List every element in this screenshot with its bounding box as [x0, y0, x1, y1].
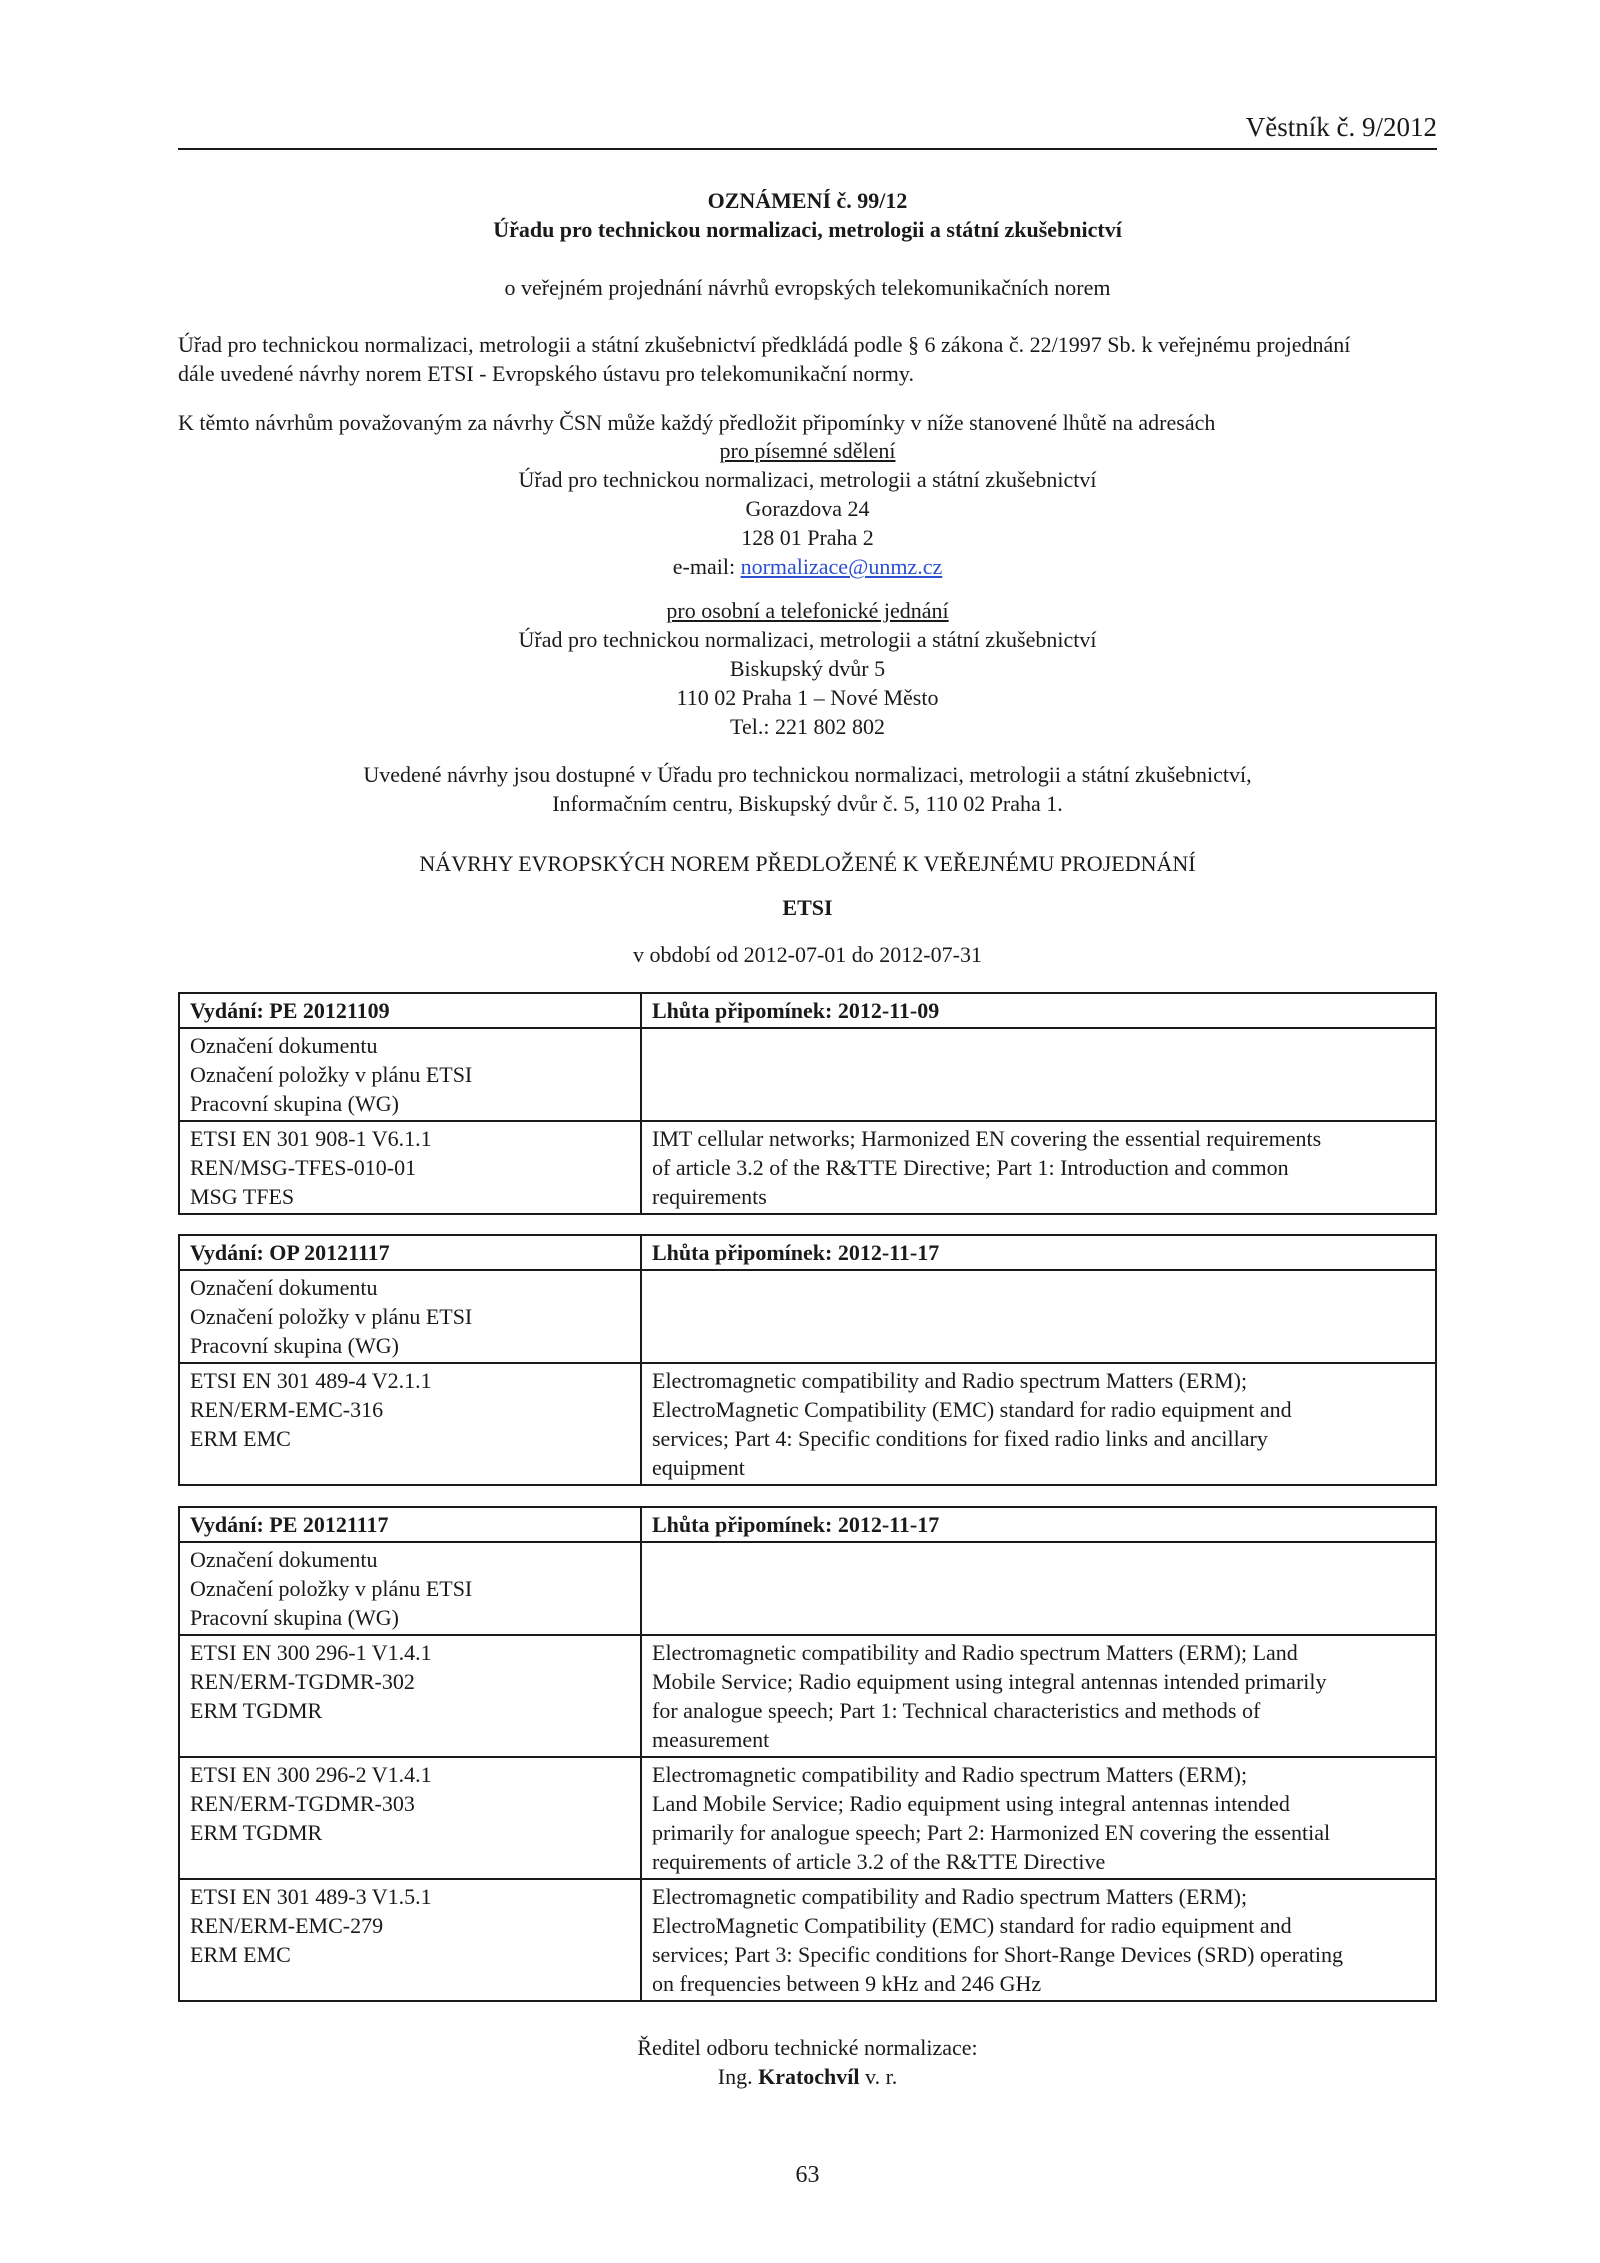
working-group: ERM TGDMR [190, 1698, 323, 1723]
legend-empty-cell [641, 1270, 1436, 1363]
table-row [179, 1879, 1436, 2001]
personal-address-street: Biskupský dvůr 5 [729, 656, 886, 681]
legend-row [179, 1270, 1436, 1363]
issuing-office: Úřadu pro technickou normalizaci, metrologii a státní zkušebnictví [493, 217, 1122, 242]
intro-line-2: dále uvedené návrhy norem ETSI - Evropského ústavu pro telekomunikační normy. [178, 361, 914, 386]
description-line: services; Part 4: Specific conditions for fixed radio links and ancillary [652, 1426, 1268, 1451]
description-line: Electromagnetic compatibility and Radio spectrum Matters (ERM); [652, 1762, 1248, 1787]
plan-item-id: REN/MSG-TFES-010-01 [190, 1155, 417, 1180]
description-line: IMT cellular networks; Harmonized EN covering the essential requirements [652, 1126, 1322, 1151]
legend-plan-item: Označení položky v plánu ETSI [190, 1576, 473, 1601]
legend-empty-cell [641, 1028, 1436, 1121]
signer-name [178, 2062, 1437, 2091]
document-cell [179, 1635, 641, 1757]
legend-document: Označení dokumentu [190, 1033, 378, 1058]
legend-cell [179, 1542, 641, 1635]
document-cell [179, 1757, 641, 1879]
table-row [179, 1635, 1436, 1757]
description-line: ElectroMagnetic Compatibility (EMC) standard for radio equipment and [652, 1913, 1292, 1938]
description-cell [641, 1879, 1436, 2001]
plan-item-id: REN/ERM-TGDMR-302 [190, 1669, 415, 1694]
section-org: ETSI [782, 895, 833, 920]
table-row [179, 1363, 1436, 1485]
description-cell [641, 1635, 1436, 1757]
personal-address-city: 110 02 Praha 1 – Nové Město [676, 685, 939, 710]
notice-number: OZNÁMENÍ č. 99/12 [707, 188, 908, 213]
description-cell [641, 1363, 1436, 1485]
document-id: ETSI EN 300 296-1 V1.4.1 [190, 1640, 432, 1665]
legend-plan-item: Označení položky v plánu ETSI [190, 1062, 473, 1087]
description-line: services; Part 3: Specific conditions for Short-Range Devices (SRD) operating [652, 1942, 1344, 1967]
document-id: ETSI EN 301 489-3 V1.5.1 [190, 1884, 432, 1909]
personal-address-heading: pro osobní a telefonické jednání [666, 598, 949, 623]
description-line: primarily for analogue speech; Part 2: Harmonized EN covering the essential [652, 1820, 1331, 1845]
legend-plan-item: Označení položky v plánu ETSI [190, 1304, 473, 1329]
table-header-row [179, 993, 1436, 1028]
table-row [179, 1121, 1436, 1214]
description-line: requirements of article 3.2 of the R&TTE Directive [652, 1849, 1106, 1874]
personal-address-phone: Tel.: 221 802 802 [730, 714, 885, 739]
written-address-heading: pro písemné sdělení [719, 438, 896, 463]
description-line: Mobile Service; Radio equipment using integral antennas intended primarily [652, 1669, 1327, 1694]
description-line: requirements [652, 1184, 767, 1209]
description-cell [641, 1121, 1436, 1214]
working-group: ERM EMC [190, 1426, 291, 1451]
description-line: Electromagnetic compatibility and Radio spectrum Matters (ERM); [652, 1368, 1248, 1393]
section-period: v období od 2012-07-01 do 2012-07-31 [633, 942, 982, 967]
issue-cell: Vydání: OP 20121117 [179, 1235, 641, 1270]
document-cell [179, 1879, 641, 2001]
legend-document: Označení dokumentu [190, 1547, 378, 1572]
personal-address [178, 596, 1437, 741]
issue-cell: Vydání: PE 20121109 [179, 993, 641, 1028]
legend-working-group: Pracovní skupina (WG) [190, 1605, 399, 1630]
draft-table-2 [178, 1234, 1437, 1486]
page-number: 63 [795, 2162, 820, 2188]
availability-note [178, 760, 1437, 818]
table-header-row [179, 1235, 1436, 1270]
deadline-cell: Lhůta připomínek: 2012-11-09 [641, 993, 1436, 1028]
director-title: Ředitel odboru technické normalizace: [637, 2035, 978, 2060]
draft-table-1 [178, 992, 1437, 1215]
written-address-street: Gorazdova 24 [745, 496, 870, 521]
description-cell [641, 1757, 1436, 1879]
issue-cell: Vydání: PE 20121117 [179, 1507, 641, 1542]
table-header-row [179, 1507, 1436, 1542]
written-address-city: 128 01 Praha 2 [741, 525, 874, 550]
email-label: e-mail: [672, 554, 741, 579]
availability-line-1: Uvedené návrhy jsou dostupné v Úřadu pro technickou normalizaci, metrologii a státní zkušebnictví, [363, 762, 1252, 787]
document-cell [179, 1121, 641, 1214]
description-line: Electromagnetic compatibility and Radio spectrum Matters (ERM); Land [652, 1640, 1298, 1665]
signer-suffix: v. r. [859, 2064, 898, 2089]
plan-item-id: REN/ERM-TGDMR-303 [190, 1791, 415, 1816]
document-id: ETSI EN 300 296-2 V1.4.1 [190, 1762, 432, 1787]
description-line: equipment [652, 1455, 745, 1480]
plan-item-id: REN/ERM-EMC-279 [190, 1913, 384, 1938]
working-group: ERM TGDMR [190, 1820, 323, 1845]
legend-working-group: Pracovní skupina (WG) [190, 1333, 399, 1358]
working-group: ERM EMC [190, 1942, 291, 1967]
document-cell [179, 1363, 641, 1485]
description-line: of article 3.2 of the R&TTE Directive; Part 1: Introduction and common [652, 1155, 1289, 1180]
section-heading: NÁVRHY EVROPSKÝCH NOREM PŘEDLOŽENÉ K VEŘEJNÉMU PROJEDNÁNÍ [419, 851, 1196, 876]
legend-document: Označení dokumentu [190, 1275, 378, 1300]
written-address [178, 436, 1437, 581]
document-id: ETSI EN 301 908-1 V6.1.1 [190, 1126, 432, 1151]
description-line: Land Mobile Service; Radio equipment using integral antennas intended [652, 1791, 1290, 1816]
availability-line-2: Informačním centru, Biskupský dvůr č. 5, 110 02 Praha 1. [552, 791, 1063, 816]
legend-row [179, 1542, 1436, 1635]
description-line: Electromagnetic compatibility and Radio spectrum Matters (ERM); [652, 1884, 1248, 1909]
legend-empty-cell [641, 1542, 1436, 1635]
description-line: ElectroMagnetic Compatibility (EMC) standard for radio equipment and [652, 1397, 1292, 1422]
notice-subject: o veřejném projednání návrhů evropských telekomunikačních norem [504, 275, 1111, 300]
intro-paragraph [178, 330, 1437, 388]
legend-cell [179, 1028, 641, 1121]
description-line: for analogue speech; Part 1: Technical characteristics and methods of [652, 1698, 1261, 1723]
comments-paragraph: K těmto návrhům považovaným za návrhy ČSN může každý předložit připomínky v níže stanovené lhůtě na adresách [178, 410, 1216, 435]
description-line: measurement [652, 1727, 770, 1752]
working-group: MSG TFES [190, 1184, 295, 1209]
signer-title: Ing. [717, 2064, 759, 2089]
draft-table-3 [178, 1506, 1437, 2002]
email-line [178, 552, 1437, 581]
written-address-org: Úřad pro technickou normalizaci, metrologii a státní zkušebnictví [518, 467, 1097, 492]
table-row [179, 1757, 1436, 1879]
email-link[interactable]: normalizace@unmz.cz [740, 554, 943, 579]
running-header [178, 112, 1437, 150]
legend-row [179, 1028, 1436, 1121]
journal-issue: Věstník č. 9/2012 [1245, 112, 1437, 142]
legend-cell [179, 1270, 641, 1363]
legend-working-group: Pracovní skupina (WG) [190, 1091, 399, 1116]
personal-address-org: Úřad pro technickou normalizaci, metrologii a státní zkušebnictví [518, 627, 1097, 652]
plan-item-id: REN/ERM-EMC-316 [190, 1397, 384, 1422]
document-id: ETSI EN 301 489-4 V2.1.1 [190, 1368, 432, 1393]
description-line: on frequencies between 9 kHz and 246 GHz [652, 1971, 1042, 1996]
intro-line-1: Úřad pro technickou normalizaci, metrologii a státní zkušebnictví předkládá podle § 6 zákona č. 22/1997 Sb. k veřejnému projednání [178, 332, 1351, 357]
deadline-cell: Lhůta připomínek: 2012-11-17 [641, 1235, 1436, 1270]
signer-surname: Kratochvíl [758, 2064, 860, 2089]
deadline-cell: Lhůta připomínek: 2012-11-17 [641, 1507, 1436, 1542]
